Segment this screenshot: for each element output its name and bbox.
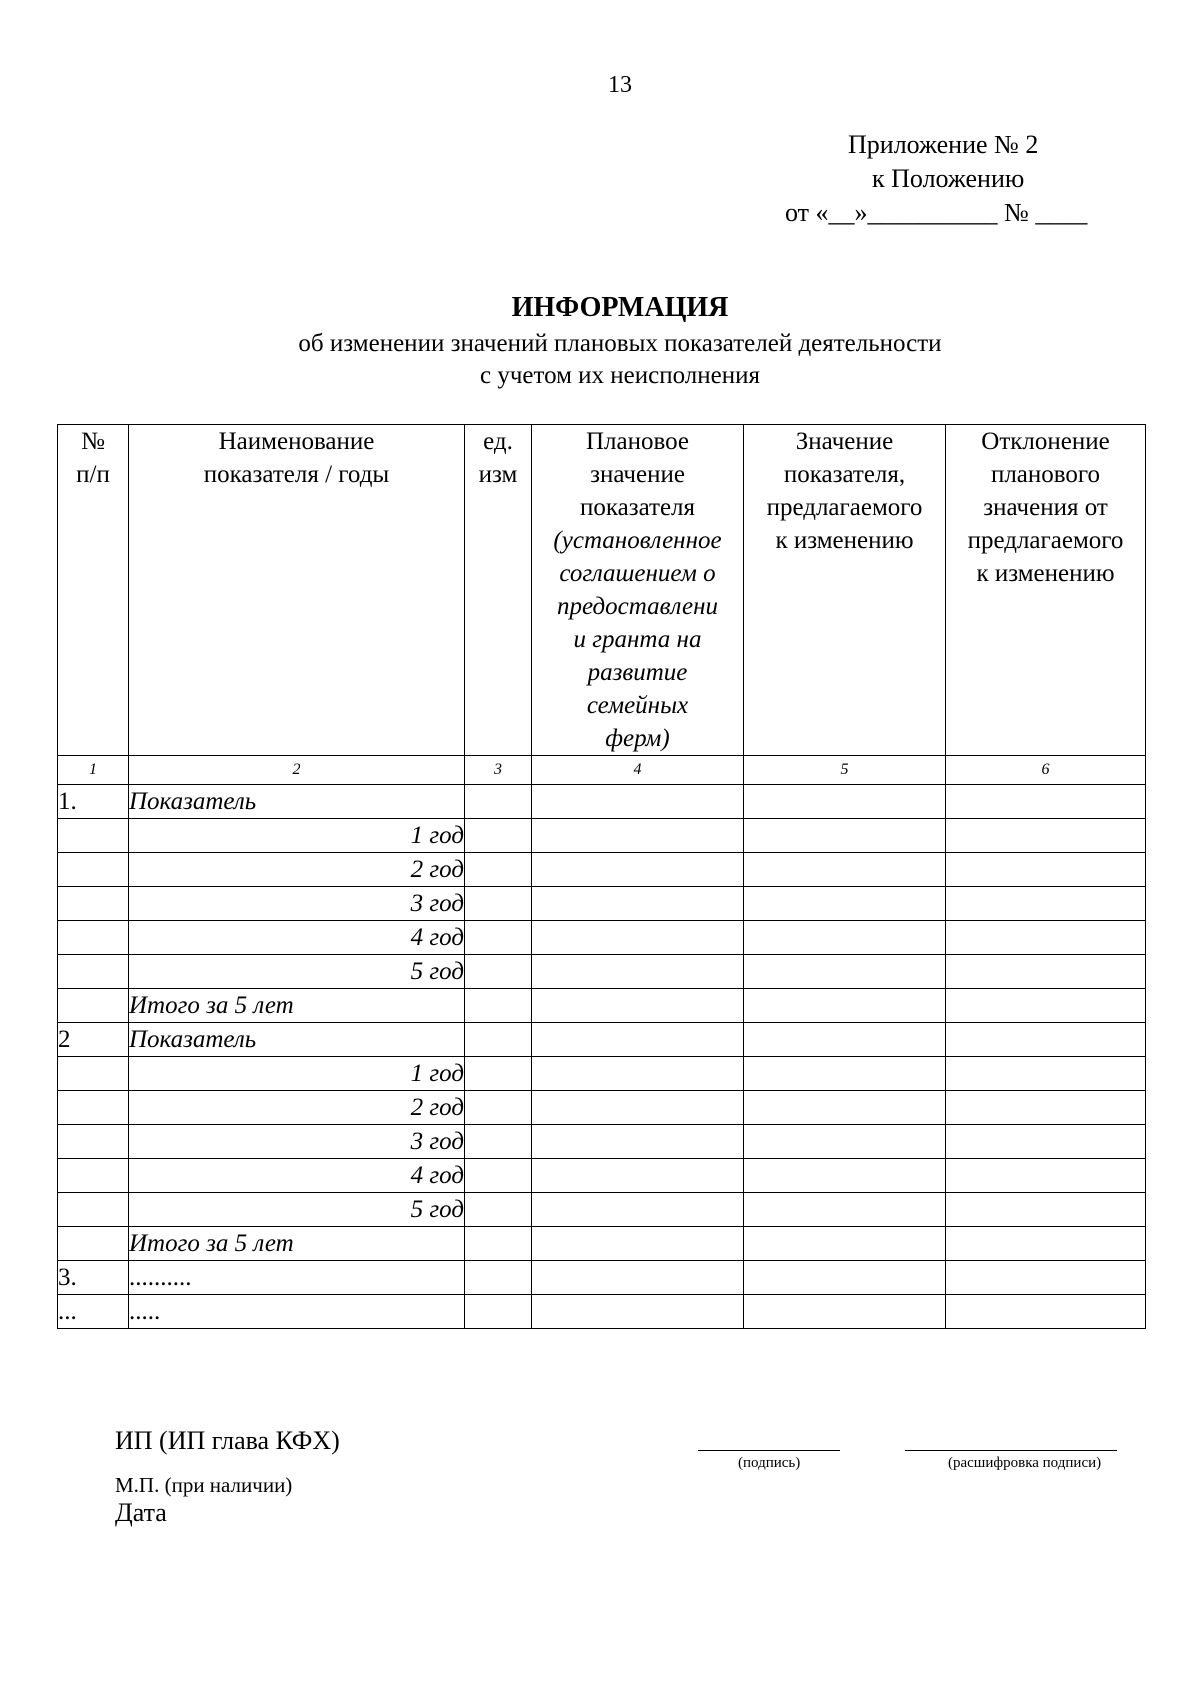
header-text-line: п/п (76, 461, 110, 488)
deviation-cell (946, 1023, 1146, 1057)
column-numbers-row (58, 756, 1146, 785)
planned-value-cell (532, 1091, 744, 1125)
planned-value-cell (532, 1295, 744, 1329)
row-number: 2 (58, 1023, 129, 1057)
header-planned-value (532, 425, 744, 756)
header-indicator-name (129, 425, 465, 756)
row-number (58, 955, 129, 989)
table-row (58, 955, 1146, 989)
row-year: 1 год (129, 1057, 465, 1091)
table-row (58, 1023, 1146, 1057)
unit-cell (465, 1193, 532, 1227)
unit-cell (465, 1261, 532, 1295)
table-row (58, 785, 1146, 819)
signature-caption: (подпись) (738, 1455, 801, 1471)
unit-cell (465, 785, 532, 819)
table-row (58, 989, 1146, 1023)
deviation-cell (946, 1261, 1146, 1295)
row-number (58, 853, 129, 887)
proposed-value-cell (744, 1159, 946, 1193)
header-text-line: к изменению (775, 527, 914, 554)
row-indicator-name: Показатель (129, 785, 465, 819)
date-label: Дата (115, 1498, 167, 1527)
row-year: 4 год (129, 921, 465, 955)
deviation-cell (946, 785, 1146, 819)
header-text-line: показателя, (783, 461, 906, 488)
table-row (58, 1159, 1146, 1193)
table-row (58, 1057, 1146, 1091)
column-number: 1 (58, 756, 129, 785)
header-text-line: значения от (983, 494, 1108, 521)
proposed-value-cell (744, 1261, 946, 1295)
table-row (58, 887, 1146, 921)
row-placeholder: ..... (129, 1295, 465, 1329)
entity-label: ИП (ИП глава КФХ) (115, 1426, 340, 1455)
header-number (58, 425, 129, 756)
row-number (58, 1091, 129, 1125)
planned-value-cell (532, 1159, 744, 1193)
indicators-table (57, 424, 1146, 1329)
planned-value-cell (532, 819, 744, 853)
header-text-line: изм (478, 461, 518, 488)
unit-cell (465, 1091, 532, 1125)
row-number (58, 1227, 129, 1261)
row-year: 5 год (129, 955, 465, 989)
header-text-line: Отклонение (981, 428, 1110, 455)
row-year: 3 год (129, 887, 465, 921)
deviation-cell (946, 1295, 1146, 1329)
document-subtitle-line-1: об изменении значений плановых показателей деятельности (298, 330, 942, 357)
table-row (58, 1261, 1146, 1295)
column-number: 6 (946, 756, 1146, 785)
row-year: 3 год (129, 1125, 465, 1159)
row-number (58, 989, 129, 1023)
deviation-cell (946, 853, 1146, 887)
table-row (58, 1193, 1146, 1227)
row-year: 1 год (129, 819, 465, 853)
deviation-cell (946, 955, 1146, 989)
column-number: 3 (465, 756, 532, 785)
annex-line-2: к Положению (872, 164, 1025, 193)
header-text-line: показателя / годы (203, 461, 390, 488)
row-indicator-name: Итого за 5 лет (129, 1227, 465, 1261)
proposed-value-cell (744, 1227, 946, 1261)
planned-value-cell (532, 1023, 744, 1057)
unit-cell (465, 887, 532, 921)
table-row (58, 921, 1146, 955)
table-row (58, 1295, 1146, 1329)
header-text-line: развитие (587, 659, 688, 686)
header-text-line: (установленное (553, 527, 722, 554)
column-number: 5 (744, 756, 946, 785)
row-placeholder: .......... (129, 1261, 465, 1295)
header-text-line: планового (990, 461, 1101, 488)
unit-cell (465, 1125, 532, 1159)
proposed-value-cell (744, 1057, 946, 1091)
row-year: 2 год (129, 853, 465, 887)
header-text-line: предоставлени (557, 593, 718, 620)
proposed-value-cell (744, 853, 946, 887)
annex-line-3: от «__»__________ № ____ (785, 198, 1088, 227)
proposed-value-cell (744, 955, 946, 989)
proposed-value-cell (744, 1091, 946, 1125)
header-text-line: значение (590, 461, 685, 488)
row-number (58, 1125, 129, 1159)
planned-value-cell (532, 887, 744, 921)
header-text-line: № (81, 428, 105, 455)
deviation-cell (946, 1227, 1146, 1261)
proposed-value-cell (744, 785, 946, 819)
planned-value-cell (532, 1125, 744, 1159)
signature-decode-caption: (расшифровка подписи) (948, 1455, 1102, 1471)
row-number (58, 1159, 129, 1193)
deviation-cell (946, 1125, 1146, 1159)
planned-value-cell (532, 853, 744, 887)
row-indicator-name: Показатель (129, 1023, 465, 1057)
proposed-value-cell (744, 887, 946, 921)
planned-value-cell (532, 955, 744, 989)
row-number (58, 1193, 129, 1227)
deviation-cell (946, 819, 1146, 853)
signature-decode-line (905, 1450, 1117, 1451)
proposed-value-cell (744, 989, 946, 1023)
row-number: 3. (58, 1261, 129, 1295)
header-text-line: предлагаемого (967, 527, 1124, 554)
proposed-value-cell (744, 819, 946, 853)
unit-cell (465, 1159, 532, 1193)
stamp-label: М.П. (при наличии) (115, 1473, 293, 1497)
table-header-row (58, 425, 1146, 756)
row-number (58, 1057, 129, 1091)
proposed-value-cell (744, 1125, 946, 1159)
unit-cell (465, 819, 532, 853)
header-text-line: и гранта на (573, 626, 702, 653)
planned-value-cell (532, 1261, 744, 1295)
row-year: 2 год (129, 1091, 465, 1125)
deviation-cell (946, 1193, 1146, 1227)
header-text-line: ед. (483, 428, 513, 455)
planned-value-cell (532, 1057, 744, 1091)
row-year: 5 год (129, 1193, 465, 1227)
page-number: 13 (608, 72, 632, 98)
header-text-line: семейных (586, 692, 689, 719)
deviation-cell (946, 1057, 1146, 1091)
row-year: 4 год (129, 1159, 465, 1193)
planned-value-cell (532, 1227, 744, 1261)
unit-cell (465, 1057, 532, 1091)
unit-cell (465, 853, 532, 887)
header-deviation (946, 425, 1146, 756)
header-text-line: к изменению (976, 560, 1115, 587)
proposed-value-cell (744, 921, 946, 955)
table-row (58, 853, 1146, 887)
proposed-value-cell (744, 1023, 946, 1057)
deviation-cell (946, 989, 1146, 1023)
planned-value-cell (532, 1193, 744, 1227)
planned-value-cell (532, 921, 744, 955)
deviation-cell (946, 1091, 1146, 1125)
header-text-line: соглашением о (559, 560, 716, 587)
header-text-line: Плановое (585, 428, 690, 455)
table-row (58, 1227, 1146, 1261)
unit-cell (465, 921, 532, 955)
annex-line-1: Приложение № 2 (848, 130, 1039, 159)
table-row (58, 1091, 1146, 1125)
row-number (58, 819, 129, 853)
unit-cell (465, 1227, 532, 1261)
unit-cell (465, 1295, 532, 1329)
document-subtitle-line-2: с учетом их неисполнения (479, 362, 761, 389)
unit-cell (465, 955, 532, 989)
proposed-value-cell (744, 1295, 946, 1329)
document-title: ИНФОРМАЦИЯ (511, 292, 729, 323)
table-body (58, 785, 1146, 1329)
proposed-value-cell (744, 1193, 946, 1227)
signature-line (698, 1450, 840, 1451)
unit-cell (465, 989, 532, 1023)
header-text-line: предлагаемого (766, 494, 923, 521)
deviation-cell (946, 887, 1146, 921)
table-row (58, 819, 1146, 853)
header-text-line: ферм) (605, 725, 670, 752)
row-number: ... (58, 1295, 129, 1329)
deviation-cell (946, 921, 1146, 955)
table-row (58, 1125, 1146, 1159)
planned-value-cell (532, 989, 744, 1023)
row-indicator-name: Итого за 5 лет (129, 989, 465, 1023)
header-text-line: Наименование (218, 428, 375, 455)
header-proposed-value (744, 425, 946, 756)
unit-cell (465, 1023, 532, 1057)
planned-value-cell (532, 785, 744, 819)
header-unit (465, 425, 532, 756)
header-text-line: Значение (795, 428, 894, 455)
row-number (58, 887, 129, 921)
header-text-line: показателя (579, 494, 696, 521)
column-number: 4 (532, 756, 744, 785)
row-number: 1. (58, 785, 129, 819)
deviation-cell (946, 1159, 1146, 1193)
row-number (58, 921, 129, 955)
column-number: 2 (129, 756, 465, 785)
